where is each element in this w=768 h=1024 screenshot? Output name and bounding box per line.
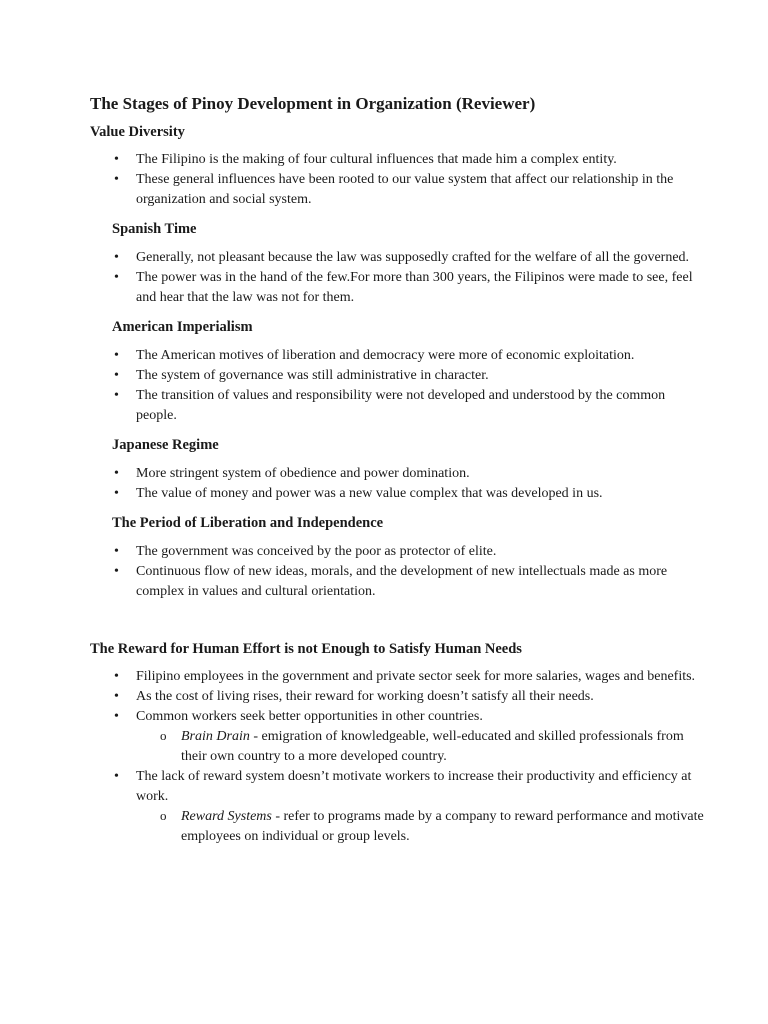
sub-list bbox=[136, 727, 708, 767]
sub-list-item-reward-systems bbox=[136, 807, 708, 847]
list-item: • Generally, not pleasant because the law was supposedly crafted for the welfare of all the governed. bbox=[90, 248, 708, 268]
list-item: • The Filipino is the making of four cultural influences that made him a complex entity. bbox=[90, 150, 708, 170]
heading-reward-human-effort: The Reward for Human Effort is not Enough to Satisfy Human Needs bbox=[90, 641, 522, 657]
list-item-text: Common workers seek better opportunities in other countries. bbox=[136, 709, 483, 724]
liberation-independence-list bbox=[90, 542, 708, 602]
list-item-text: The lack of reward system doesn’t motivate workers to increase their productivity and efficiency at work. bbox=[136, 769, 692, 804]
list-item: • As the cost of living rises, their reward for working doesn’t satisfy all their needs. bbox=[90, 687, 708, 707]
list-item: • The system of governance was still administrative in character. bbox=[90, 366, 708, 386]
spanish-time-list bbox=[90, 248, 708, 308]
sub-list bbox=[136, 807, 708, 847]
list-item: • Filipino employees in the government and private sector seek for more salaries, wages and benefits. bbox=[90, 667, 708, 687]
list-item: • The transition of values and responsibility were not developed and understood by the common people. bbox=[90, 386, 708, 426]
list-item: • The American motives of liberation and democracy were more of economic exploitation. bbox=[90, 346, 708, 366]
document-title: The Stages of Pinoy Development in Organization (Reviewer) bbox=[90, 94, 536, 113]
japanese-regime-list bbox=[90, 464, 708, 504]
list-item bbox=[90, 707, 708, 767]
list-item: • Continuous flow of new ideas, morals, and the development of new intellectuals made as more complex in values and cultural orientation. bbox=[90, 562, 708, 602]
heading-american-imperialism: American Imperialism bbox=[112, 319, 253, 335]
list-item: • The value of money and power was a new value complex that was developed in us. bbox=[90, 484, 708, 504]
heading-value-diversity: Value Diversity bbox=[90, 124, 185, 140]
american-imperialism-list bbox=[90, 346, 708, 426]
list-item: • The government was conceived by the poor as protector of elite. bbox=[90, 542, 708, 562]
list-item: • These general influences have been rooted to our value system that affect our relationship in the organization and social system. bbox=[90, 170, 708, 210]
heading-japanese-regime: Japanese Regime bbox=[112, 437, 219, 453]
term-reward-systems: Reward Systems bbox=[181, 809, 272, 824]
heading-liberation-independence: The Period of Liberation and Independence bbox=[112, 515, 384, 531]
list-item: • More stringent system of obedience and power domination. bbox=[90, 464, 708, 484]
term-brain-drain: Brain Drain bbox=[181, 729, 250, 744]
definition-reward-systems: - refer to programs made by a company to reward performance and motivate employees on individual or group levels. bbox=[181, 809, 704, 844]
definition-brain-drain: - emigration of knowledgeable, well-educated and skilled professionals from their own country to a more developed country. bbox=[181, 729, 684, 764]
sub-list-item-brain-drain bbox=[136, 727, 708, 767]
section-spacer bbox=[90, 611, 708, 639]
value-diversity-list bbox=[90, 150, 708, 210]
reward-list bbox=[90, 667, 708, 847]
list-item: • The power was in the hand of the few.For more than 300 years, the Filipinos were made to see, feel and hear that the law was not for them. bbox=[90, 268, 708, 308]
list-item bbox=[90, 767, 708, 847]
heading-spanish-time: Spanish Time bbox=[112, 221, 197, 237]
